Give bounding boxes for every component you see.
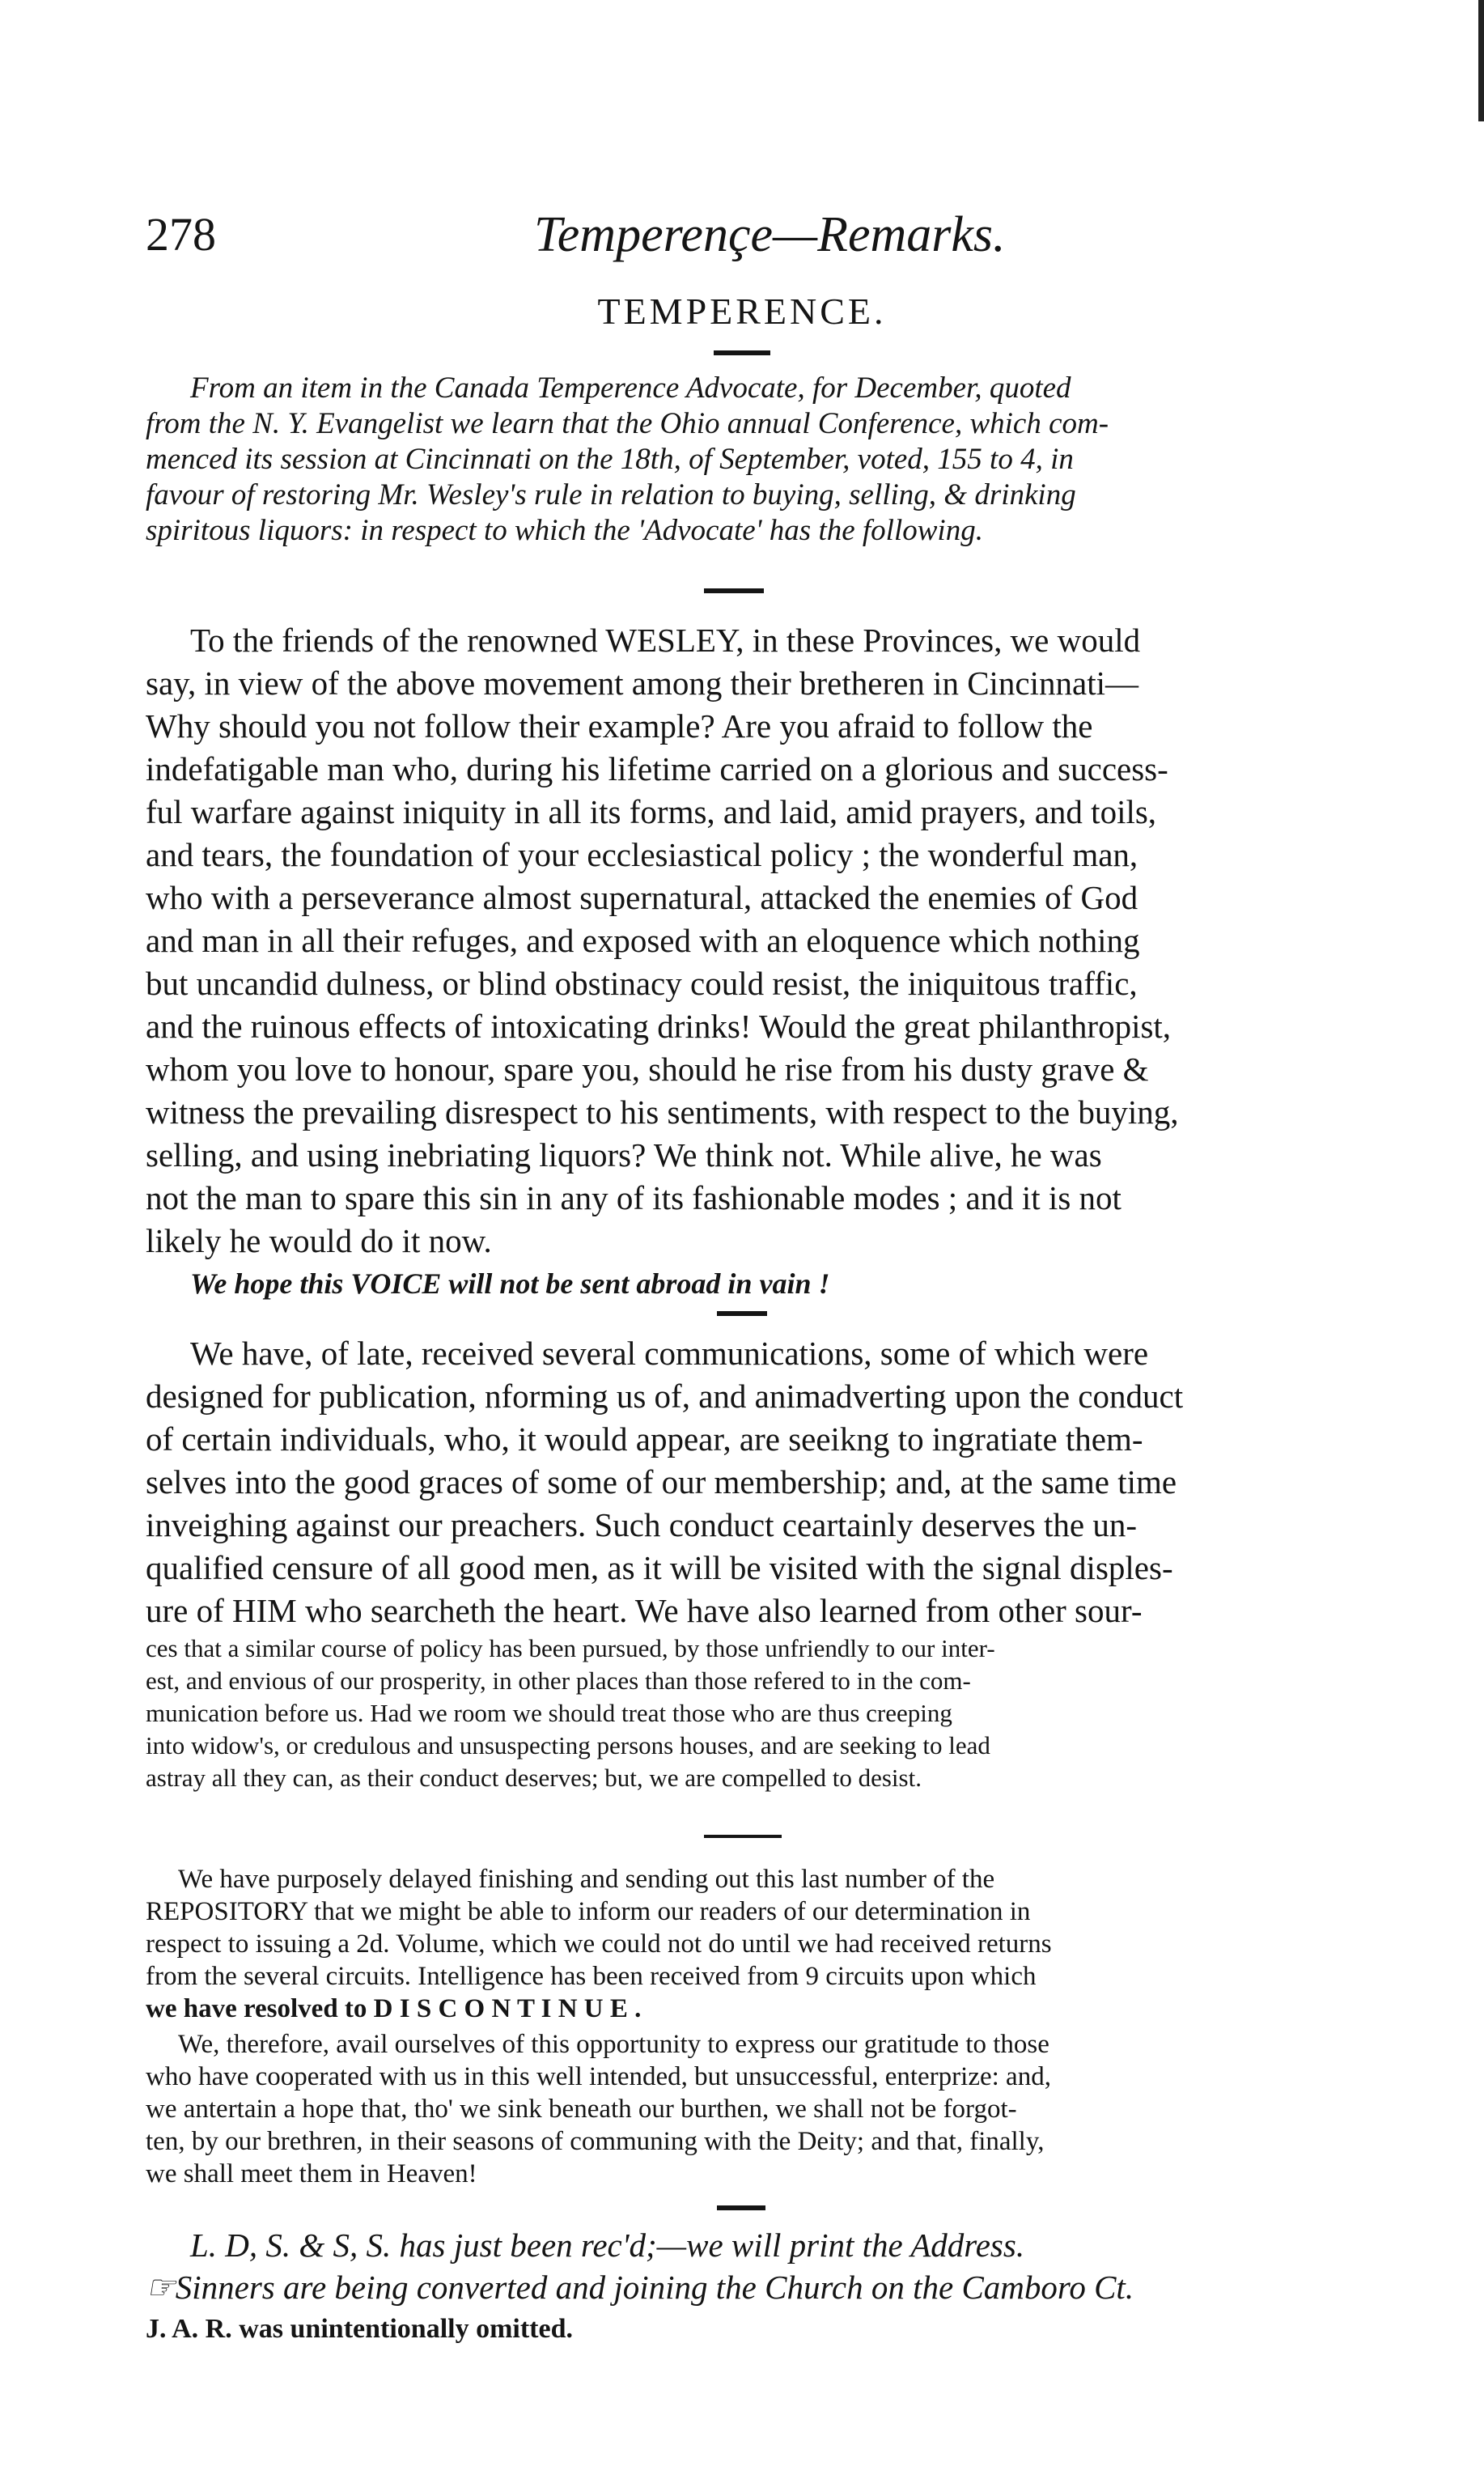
- paragraph-line: To the friends of the renowned WESLEY, in these Provinces, we would: [190, 622, 1141, 659]
- paragraph-line: likely he would do it now.: [146, 1222, 492, 1259]
- paragraph-line: whom you love to honour, spare you, should he rise from his dusty grave &: [146, 1051, 1149, 1088]
- paragraph-line: ces that a similar course of policy has been pursued, by those unfriendly to our inter-: [146, 1634, 995, 1662]
- notice-line: respect to issuing a 2d. Volume, which we could not do until we had received returns: [146, 1929, 1052, 1959]
- address-note: L. D, S. & S, S. has just been rec'd;—we will print the Address.: [190, 2226, 1025, 2264]
- paragraph-line: not the man to spare this sin in any of its fashionable modes ; and it is not: [146, 1179, 1121, 1216]
- divider-rule: [717, 1311, 767, 1316]
- paragraph-line: We have, of late, received several communications, some of which were: [190, 1335, 1149, 1372]
- paragraph-line: say, in view of the above movement among their bretheren in Cincinnati—: [146, 664, 1138, 702]
- paragraph-line: inveighing against our preachers. Such conduct ceartainly deserves the un-: [146, 1506, 1138, 1543]
- intro-line: from the N. Y. Evangelist we learn that the Ohio annual Conference, which com-: [146, 407, 1109, 440]
- paragraph-line: astray all they can, as their conduct deserves; but, we are compelled to desist.: [146, 1764, 922, 1792]
- section-title: TEMPERENCE.: [597, 291, 887, 332]
- notice-line: We have purposely delayed finishing and sending out this last number of the: [178, 1865, 995, 1894]
- paragraph-line: and the ruinous effects of intoxicating drinks! Would the great philanthropist,: [146, 1008, 1172, 1045]
- paragraph-line: munication before us. Had we room we should treat those who are thus creeping: [146, 1699, 952, 1727]
- page-edge-mark: [1478, 0, 1484, 121]
- intro-line: spiritous liquors: in respect to which the 'Advocate' has the following.: [146, 514, 983, 547]
- paragraph-line: designed for publication, nforming us of, and animadverting upon the conduct: [146, 1377, 1184, 1415]
- paragraph-line: who with a perseverance almost supernatural, attacked the enemies of God: [146, 879, 1138, 916]
- paragraph-line: Why should you not follow their example? Are you afraid to follow the: [146, 707, 1093, 745]
- divider-rule: [717, 2205, 765, 2210]
- paragraph-line: of certain individuals, who, it would appear, are seeikng to ingratiate them-: [146, 1420, 1143, 1458]
- repository-notice: [146, 1863, 1359, 2025]
- paragraph-line: selves into the good graces of some of our membership; and, at the same time: [146, 1463, 1177, 1501]
- paragraph-line: qualified censure of all good men, as it will be visited with the signal disples-: [146, 1549, 1173, 1586]
- running-head: Temperençe—Remarks.: [534, 207, 1006, 262]
- notice-line: who have cooperated with us in this well intended, but unsuccessful, enterprize: and,: [146, 2062, 1051, 2091]
- paragraph-line: ful warfare against iniquity in all its forms, and laid, amid prayers, and toils,: [146, 793, 1157, 830]
- voice-text: We hope this VOICE will not be sent abroad in vain !: [190, 1267, 830, 1300]
- notice-line: we have resolved to D I S C O N T I N U E .: [146, 1994, 642, 2023]
- notice-line: We, therefore, avail ourselves of this opportunity to express our gratitude to those: [178, 2030, 1049, 2059]
- footer-notes: [146, 2224, 1359, 2350]
- intro-line: favour of restoring Mr. Wesley's rule in relation to buying, selling, & drinking: [146, 478, 1076, 512]
- voice-line: [146, 1265, 1359, 1302]
- sinners-note: ☞Sinners are being converted and joining the Church on the Camboro Ct.: [146, 2269, 1134, 2306]
- paragraph-line: but uncandid dulness, or blind obstinacy could resist, the iniquitous traffic,: [146, 965, 1138, 1002]
- intro-line: From an item in the Canada Temperence Advocate, for December, quoted: [190, 371, 1071, 405]
- page-number: 278: [146, 208, 216, 261]
- notice-line: from the several circuits. Intelligence has been received from 9 circuits upon which: [146, 1962, 1037, 1991]
- divider-rule: [704, 1835, 782, 1838]
- communications-small-print: [146, 1632, 1359, 1794]
- notice-line: we shall meet them in Heaven!: [146, 2159, 477, 2188]
- gratitude-notice: [146, 2028, 1359, 2190]
- intro-line: menced its session at Cincinnati on the 18th, of September, voted, 155 to 4, in: [146, 443, 1074, 476]
- paragraph-line: selling, and using inebriating liquors? We think not. While alive, he was: [146, 1136, 1102, 1174]
- paragraph-line: and man in all their refuges, and exposed with an eloquence which nothing: [146, 922, 1140, 959]
- notice-line: ten, by our brethren, in their seasons of communing with the Deity; and that, finally,: [146, 2127, 1045, 2156]
- wesley-paragraph: [146, 619, 1359, 1263]
- communications-paragraph: [146, 1332, 1359, 1632]
- divider-rule: [704, 588, 764, 593]
- notice-line: REPOSITORY that we might be able to inform our readers of our determination in: [146, 1897, 1031, 1926]
- paragraph-line: witness the prevailing disrespect to his sentiments, with respect to the buying,: [146, 1093, 1179, 1131]
- intro-paragraph: [146, 371, 1359, 549]
- page-header: [146, 202, 1359, 267]
- paragraph-line: ure of HIM who searcheth the heart. We have also learned from other sour-: [146, 1592, 1143, 1629]
- notice-line: we antertain a hope that, tho' we sink beneath our burthen, we shall not be forgot-: [146, 2095, 1017, 2124]
- divider-rule: [714, 350, 770, 355]
- paragraph-line: into widow's, or credulous and unsuspecting persons houses, and are seeking to lead: [146, 1731, 990, 1759]
- paragraph-line: indefatigable man who, during his lifetime carried on a glorious and success-: [146, 750, 1168, 787]
- omitted-note: J. A. R. was unintentionally omitted.: [146, 2314, 573, 2344]
- paragraph-line: and tears, the foundation of your ecclesiastical policy ; the wonderful man,: [146, 836, 1138, 873]
- paragraph-line: est, and envious of our prosperity, in other places than those refered to in the com-: [146, 1666, 971, 1695]
